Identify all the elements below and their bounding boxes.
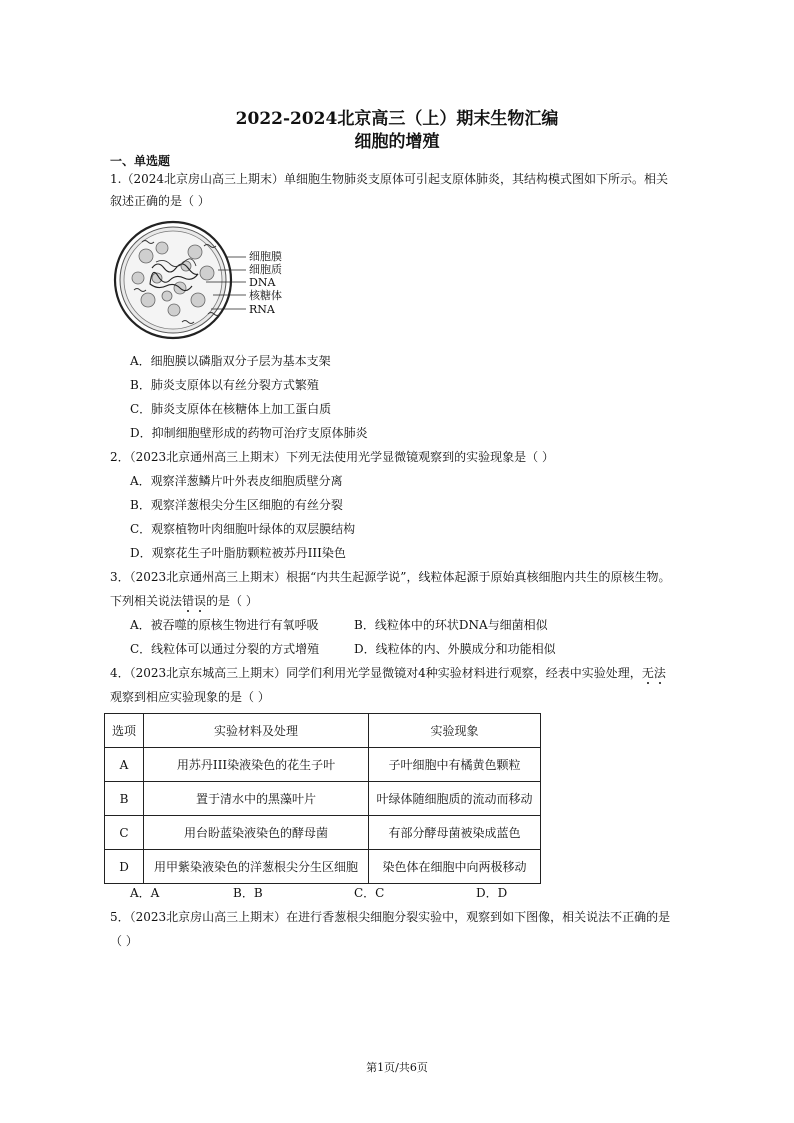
figure-label-rna: RNA [249,303,275,316]
table-cell: 用甲紫染液染色的洋葱根尖分生区细胞 [144,850,369,884]
emphasis-mark: 错 [182,594,195,608]
q3-option-b: B．线粒体中的环状DNA与细菌相似 [354,618,548,632]
q3-stem-line2: 下列相关说法错误的是（ ） [110,594,258,608]
q1-option-d: D．抑制细胞壁形成的药物可治疗支原体肺炎 [130,426,368,440]
q5-stem-line2: （ ） [110,934,138,948]
table-row [105,782,541,816]
emphasis-mark: 误 [194,594,207,608]
q1-stem-line1: 1.（2024北京房山高三上期末）单细胞生物肺炎支原体可引起支原体肺炎，其结构模式图如下所示。相关 [110,172,668,186]
table-cell: 用苏丹III染液染色的花生子叶 [144,748,369,782]
table-row [105,850,541,884]
q1-option-b: B．肺炎支原体以有丝分裂方式繁殖 [130,378,319,392]
q1-stem-line2: 叙述正确的是（ ） [110,194,210,208]
table-row [105,816,541,850]
experiment-table [104,713,541,884]
table-header-cell: 选项 [105,714,144,748]
q1-option-c: C．肺炎支原体在核糖体上加工蛋白质 [130,402,332,416]
figure-label-ribosome: 核糖体 [249,289,282,302]
table-cell: 置于清水中的黑藻叶片 [144,782,369,816]
table-cell: A [105,748,144,782]
mycoplasma-structure-figure [112,218,312,343]
table-cell: C [105,816,144,850]
section-heading: 一、单选题 [110,154,171,168]
figure-label-cell-membrane: 细胞膜 [249,250,282,263]
table-header-row [105,714,541,748]
q4-stem-line2: 观察到相应实验现象的是（ ） [110,690,270,704]
q2-option-a: A．观察洋葱鳞片叶外表皮细胞质壁分离 [130,474,343,488]
q2-option-c: C．观察植物叶肉细胞叶绿体的双层膜结构 [130,522,356,536]
q4-option-d: D．D [476,886,508,900]
emphasis-mark: 无 [641,666,654,680]
table-header-cell: 实验材料及处理 [144,714,369,748]
q1-option-a: A．细胞膜以磷脂双分子层为基本支架 [130,354,331,368]
figure-label-dna: DNA [249,276,276,289]
table-cell: 叶绿体随细胞质的流动而移动 [369,782,541,816]
table-cell: 有部分酵母菌被染成蓝色 [369,816,541,850]
table-cell: B [105,782,144,816]
q4-option-b: B．B [233,886,263,900]
table-cell: D [105,850,144,884]
q2-option-b: B．观察洋葱根尖分生区细胞的有丝分裂 [130,498,343,512]
q2-option-d: D．观察花生子叶脂肪颗粒被苏丹III染色 [130,546,346,560]
document-subtitle: 细胞的增殖 [354,132,440,152]
q3-option-a: A．被吞噬的原核生物进行有氧呼吸 [130,618,319,632]
figure-label-cytoplasm: 细胞质 [249,263,282,276]
table-cell: 子叶细胞中有橘黄色颗粒 [369,748,541,782]
page-footer: 第1页/共6页 [366,1061,428,1074]
q5-stem-line1: 5．（2023北京房山高三上期末）在进行香葱根尖细胞分裂实验中，观察到如下图像，相关说法不正确的是 [110,910,671,924]
q4-option-c: C．C [354,886,385,900]
table-cell: 染色体在细胞中向两极移动 [369,850,541,884]
q3-stem-line1: 3．（2023北京通州高三上期末）根据“内共生起源学说”，线粒体起源于原始真核细胞内共生的原核生物。 [110,570,671,584]
table-row [105,748,541,782]
q4-stem-line1: 4．（2023北京东城高三上期末）同学们利用光学显微镜对4种实验材料进行观察，经表中实验处理，无法 [110,666,666,680]
document-title: 2022-2024北京高三（上）期末生物汇编 [235,109,559,129]
q2-stem: 2．（2023北京通州高三上期末）下列无法使用光学显微镜观察到的实验现象是（ ） [110,450,554,464]
table-header-cell: 实验现象 [369,714,541,748]
q4-option-a: A．A [130,886,160,900]
q3-option-c: C．线粒体可以通过分裂的方式增殖 [130,642,320,656]
emphasis-mark: 法 [653,666,666,680]
q3-option-d: D．线粒体的内、外膜成分和功能相似 [354,642,556,656]
table-cell: 用台盼蓝染液染色的酵母菌 [144,816,369,850]
